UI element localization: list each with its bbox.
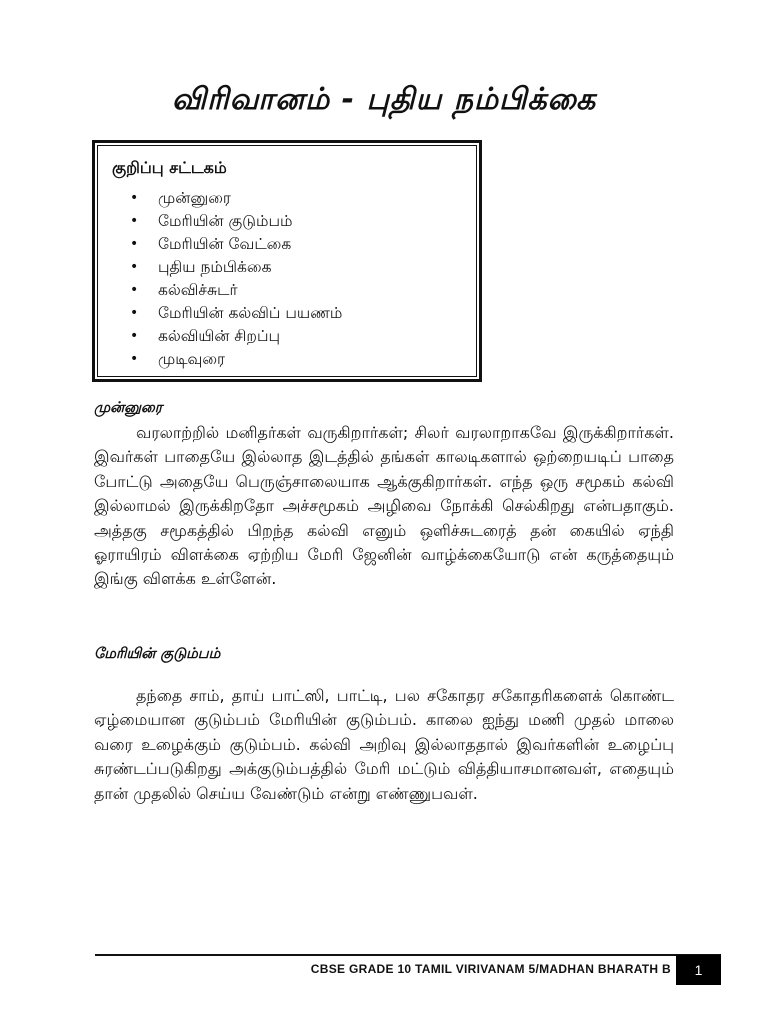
bullet-icon: • [130,351,139,367]
outline-item [130,325,476,348]
footer-divider [95,954,721,956]
outline-item [130,256,476,279]
outline-item [130,279,476,302]
section-heading-family: மேரியின் குடும்பம் [94,646,221,662]
outline-box [92,140,482,382]
section-paragraph-family [94,684,674,806]
outline-item-label: புதிய நம்பிக்கை [158,258,272,276]
outline-item-label: மேரியின் கல்விப் பயணம் [158,304,343,322]
paragraph-text: தந்தை சாம், தாய் பாட்ஸி, பாட்டி, பல சகோதர சகோதரிகளைக் கொண்ட ஏழ்மையான குடும்பம் மேரியின் குடும்பம். காலை ஐந்து மணி முதல் மாலை வரை உழைக்கும் குடும்பம். கல்வி அறிவு இல்லாததால் இவர்களின் உழைப்பு சுரண்டப்படுகிறது அக்குடும்பத்தில் மேரி மட்டும் வித்தியாசமானவள், எதையும் தான் முதலில் செய்ய வேண்டும் என்று எண்ணுபவள். [94,686,674,803]
bullet-icon: • [130,190,139,206]
section-heading-introduction: முன்னுரை [94,400,163,416]
footer-text: CBSE GRADE 10 TAMIL VIRIVANAM 5/MADHAN BHARATH B [310,962,671,976]
outline-list [112,187,476,371]
outline-item-label: முடிவுரை [158,350,226,368]
outline-item [130,187,476,210]
outline-item-label: கல்வியின் சிறப்பு [158,327,281,345]
paragraph-text: வரலாற்றில் மனிதர்கள் வருகிறார்கள்; சிலர் வரலாறாகவே இருக்கிறார்கள். இவர்கள் பாதையே இல்லாத இடத்தில் தங்கள் காலடிகளால் ஒற்றையடிப் பாதை போட்டு அதையே பெருஞ்சாலையாக ஆக்குகிறார்கள். எந்த ஒரு சமூகம் கல்வி இல்லாமல் இருக்கிறதோ அச்சமூகம் அழிவை நோக்கி செல்கிறது என்பதாகும். அத்தகு சமூகத்தில் பிறந்த கல்வி எனும் ஒளிச்சுடரைத் தன் கையில் ஏந்தி ஓராயிரம் விளக்கை ஏற்றிய மேரி ஜேனின் வாழ்க்கையோடு என் கருத்தையும் இங்கு விளக்க உள்ளேன். [94,423,674,589]
outline-item [130,210,476,233]
bullet-icon: • [130,259,139,275]
outline-item [130,233,476,256]
bullet-icon: • [130,282,139,298]
outline-item-label: கல்விச்சுடர் [158,281,238,299]
outline-inner-frame [97,145,477,377]
bullet-icon: • [130,213,139,229]
outline-item [130,302,476,325]
bullet-icon: • [130,236,139,252]
outline-item-label: மேரியின் வேட்கை [158,235,292,253]
outline-item [130,348,476,371]
page-number: 1 [676,955,721,985]
outline-item-label: மேரியின் குடும்பம் [158,212,293,230]
outline-item-label: முன்னுரை [158,189,231,207]
section-paragraph-introduction [94,421,674,592]
outline-heading: குறிப்பு சட்டகம் [112,158,227,177]
bullet-icon: • [130,305,139,321]
bullet-icon: • [130,328,139,344]
page-title: விரிவானம் - புதிய நம்பிக்கை [171,82,597,117]
